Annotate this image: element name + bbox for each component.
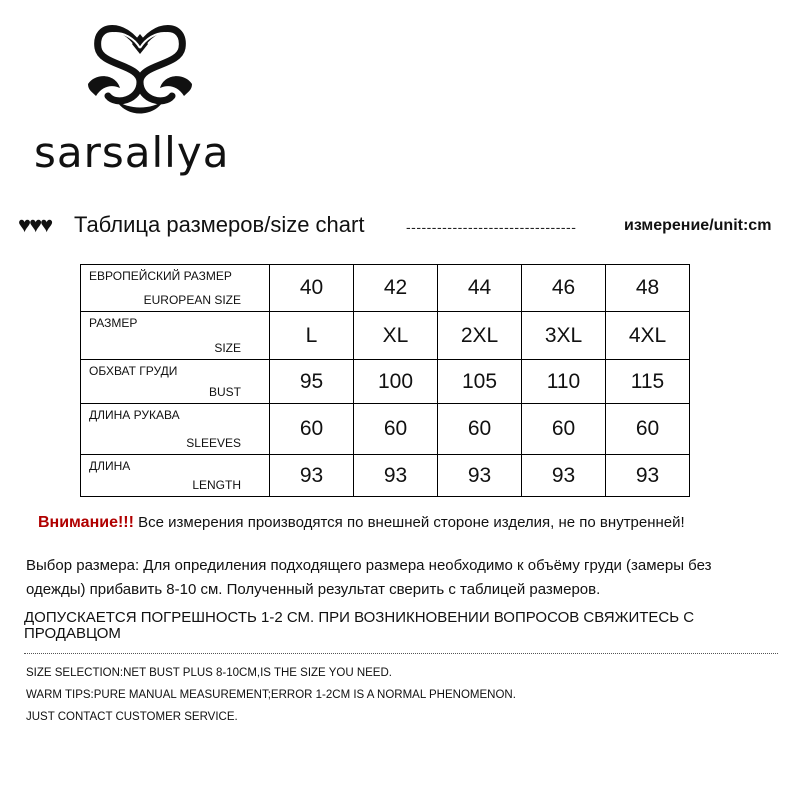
table-cell: L xyxy=(270,312,354,360)
brand-name: sarsallya xyxy=(34,128,230,177)
heading-row xyxy=(18,212,788,240)
table-cell: 93 xyxy=(270,455,354,497)
dotted-divider xyxy=(24,653,778,654)
row-label-en: EUROPEAN SIZE xyxy=(143,293,241,307)
table-cell: 93 xyxy=(606,455,690,497)
tolerance-text: ДОПУСКАЕТСЯ ПОГРЕШНОСТЬ 1-2 СМ. ПРИ ВОЗНИКНОВЕНИИ ВОПРОСОВ СВЯЖИТЕСЬ С ПРОДАВЦОМ xyxy=(24,609,695,642)
table-cell: 60 xyxy=(606,404,690,455)
warning-text: Все измерения производятся по внешней стороне изделия, не по внутренней! xyxy=(133,514,685,531)
note-line: JUST CONTACT CUSTOMER SERVICE. xyxy=(26,711,238,723)
table-row xyxy=(81,265,690,312)
row-label-ru: РАЗМЕР xyxy=(89,316,138,330)
note-line: WARM TIPS:PURE MANUAL MEASUREMENT;ERROR 1-2CM IS A NORMAL PHENOMENON. xyxy=(26,689,516,701)
table-cell: 44 xyxy=(438,265,522,312)
table-cell: 93 xyxy=(438,455,522,497)
table-cell: 46 xyxy=(522,265,606,312)
row-label-ru: ОБХВАТ ГРУДИ xyxy=(89,364,178,378)
note-line: SIZE SELECTION:NET BUST PLUS 8-10CM,IS THE SIZE YOU NEED. xyxy=(26,667,392,679)
row-header xyxy=(81,312,270,360)
table-cell: 115 xyxy=(606,360,690,404)
table-cell: 4XL xyxy=(606,312,690,360)
table-cell: 3XL xyxy=(522,312,606,360)
table-cell: 60 xyxy=(522,404,606,455)
table-row xyxy=(81,312,690,360)
row-label-en: SLEEVES xyxy=(186,436,241,450)
row-header xyxy=(81,404,270,455)
table-cell: 105 xyxy=(438,360,522,404)
table-row xyxy=(81,455,690,497)
row-header xyxy=(81,360,270,404)
table-row xyxy=(81,404,690,455)
size-table xyxy=(80,264,690,497)
row-label-ru: ДЛИНА xyxy=(89,459,131,473)
table-cell: 95 xyxy=(270,360,354,404)
row-header xyxy=(81,455,270,497)
english-notes xyxy=(26,662,516,728)
row-label-ru: ДЛИНА РУКАВА xyxy=(89,408,180,422)
row-label-en: BUST xyxy=(208,385,241,399)
warning-note xyxy=(38,514,685,532)
row-label-en: SIZE xyxy=(214,341,241,355)
page-title: Таблица размеров/size chart xyxy=(74,212,365,237)
table-cell: 42 xyxy=(354,265,438,312)
table-cell: 100 xyxy=(354,360,438,404)
hearts-icon: ♥♥♥ xyxy=(18,212,52,237)
table-cell: 60 xyxy=(270,404,354,455)
table-cell: 110 xyxy=(522,360,606,404)
size-choice-text: Выбор размера: Для опредиления подходящего размера необходимо к объёму груди (замеры без одежды) прибавить 8-10 см. Полученный результат сверить с таблицей размеров. xyxy=(26,557,712,598)
table-cell: 2XL xyxy=(438,312,522,360)
warning-label: Внимание!!! xyxy=(38,514,134,531)
row-header xyxy=(81,265,270,312)
table-cell: 48 xyxy=(606,265,690,312)
table-row xyxy=(81,360,690,404)
table-cell: 60 xyxy=(354,404,438,455)
row-label-ru: ЕВРОПЕЙСКИЙ РАЗМЕР xyxy=(89,269,232,283)
table-cell: 93 xyxy=(522,455,606,497)
table-cell: 60 xyxy=(438,404,522,455)
dashed-divider: --------------------------------- xyxy=(406,219,577,235)
table-cell: 40 xyxy=(270,265,354,312)
table-cell: XL xyxy=(354,312,438,360)
brand-logo xyxy=(86,14,194,120)
unit-label: измерение/unit:cm xyxy=(624,217,772,234)
row-label-en: LENGTH xyxy=(192,478,241,492)
table-cell: 93 xyxy=(354,455,438,497)
